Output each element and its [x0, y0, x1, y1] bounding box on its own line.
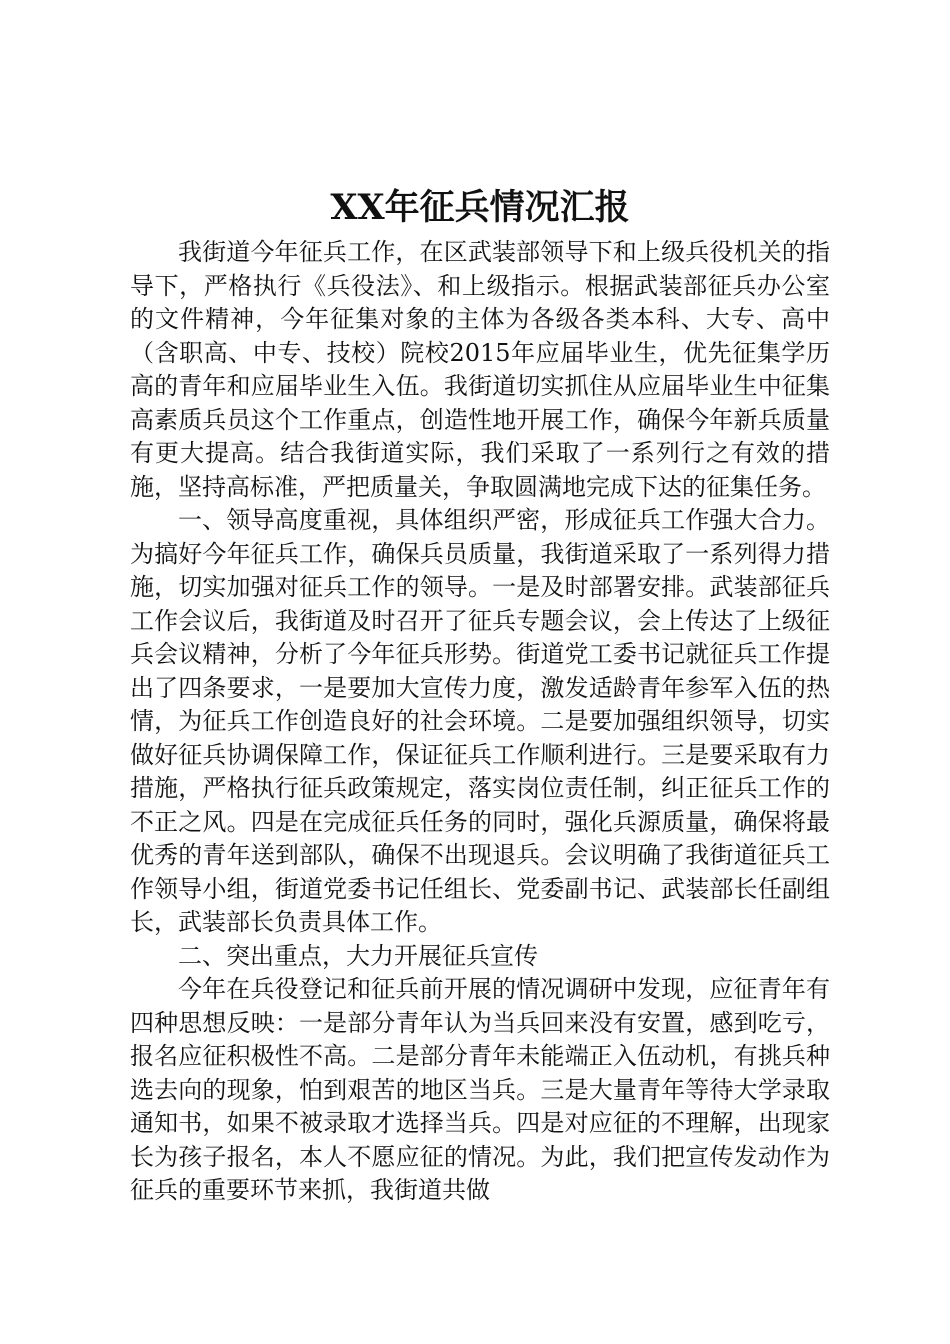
- section-heading-two: 二、突出重点，大力开展征兵宣传: [178, 941, 538, 970]
- document-body: [130, 236, 830, 1208]
- paragraph-section-two: 今年在兵役登记和征兵前开展的情况调研中发现，应征青年有四种思想反映：一是部分青年认为当兵回来没有安置，感到吃亏，报名应征积极性不高。二是部分青年未能端正入伍动机，有挑兵种选去向的现象，怕到艰苦的地区当兵。三是大量青年等待大学录取通知书，如果不被录取才选择当兵。四是对应征的不理解，出现家长为孩子报名，本人不愿应征的情况。为此，我们把宣传发动作为征兵的重要环节来抓，我街道共做: [130, 975, 830, 1204]
- paragraph-intro: 我街道今年征兵工作，在区武装部领导下和上级兵役机关的指导下，严格执行《兵役法》、和上级指示。根据武装部征兵办公室的文件精神，今年征集对象的主体为各级各类本科、大专、高中（含职高、中专、技校）院校2015年应届毕业生，优先征集学历高的青年和应届毕业生入伍。我街道切实抓住从应届毕业生中征集高素质兵员这个工作重点，创造性地开展工作，确保今年新兵质量有更大提高。结合我街道实际，我们采取了一系列行之有效的措施，坚持高标准，严把质量关，争取圆满地完成下达的征集任务。: [130, 238, 830, 501]
- paragraph-section-one: 一、领导高度重视，具体组织严密，形成征兵工作强大合力。为搞好今年征兵工作，确保兵员质量，我街道采取了一系列得力措施，切实加强对征兵工作的领导。一是及时部署安排。武装部征兵工作会议后，我街道及时召开了征兵专题会议，会上传达了上级征兵会议精神，分析了今年征兵形势。街道党工委书记就征兵工作提出了四条要求，一是要加大宣传力度，激发适龄青年参军入伍的热情，为征兵工作创造良好的社会环境。二是要加强组织领导，切实做好征兵协调保障工作，保证征兵工作顺利进行。三是要采取有力措施，严格执行征兵政策规定，落实岗位责任制，纠正征兵工作的不正之风。四是在完成征兵任务的同时，强化兵源质量，确保将最优秀的青年送到部队，确保不出现退兵。会议明确了我街道征兵工作领导小组，街道党委书记任组长、党委副书记、武装部长任副组长，武装部长负责具体工作。: [130, 506, 830, 936]
- document-title: XX年征兵情况汇报: [330, 187, 630, 228]
